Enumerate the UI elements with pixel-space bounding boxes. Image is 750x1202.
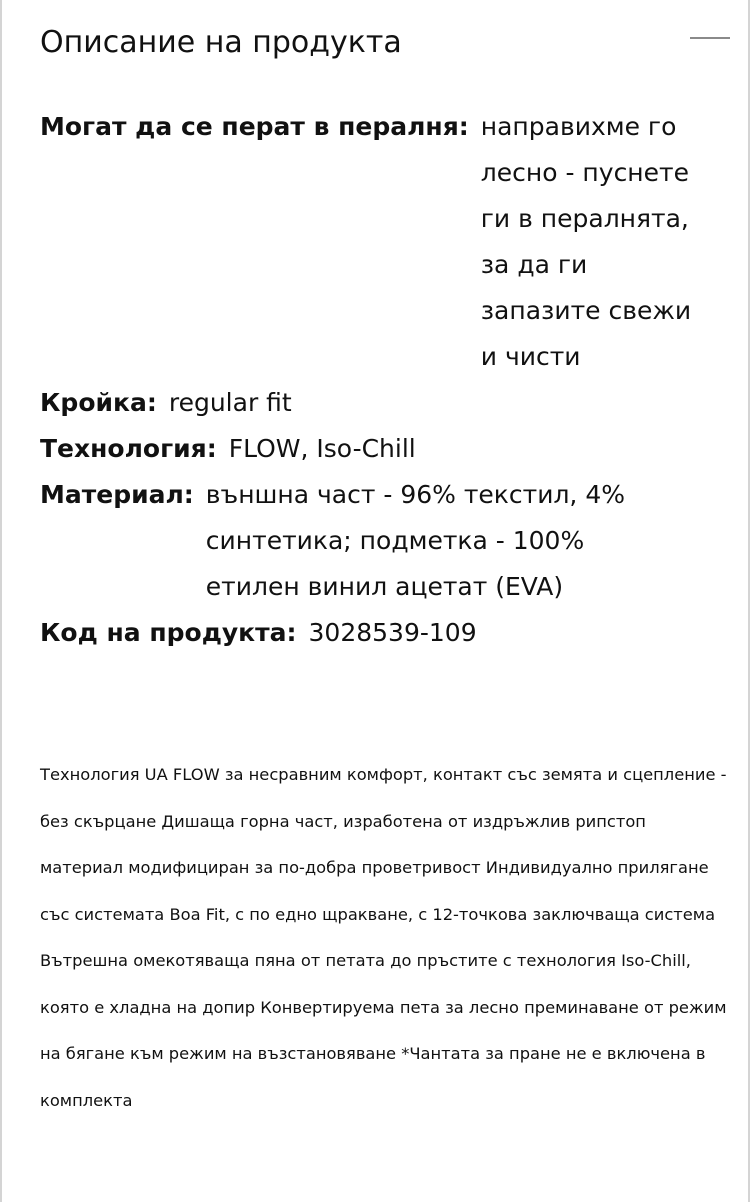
spec-value: 3028539-109 xyxy=(308,618,477,647)
spec-label: Технология: xyxy=(40,434,217,463)
collapse-toggle-button[interactable] xyxy=(682,18,738,58)
spec-row-machine-wash xyxy=(40,104,735,380)
spec-value: FLOW, Iso-Chill xyxy=(228,434,416,463)
spec-row-fit xyxy=(40,380,735,426)
spec-value: външна част - 96% текстил, 4% синтетика; подметка - 100% етилен винил ацетат (EVA) xyxy=(205,480,625,601)
section-title: Описание на продукта xyxy=(40,25,402,60)
spec-row-material xyxy=(40,472,735,610)
spec-label: Могат да се перат в пералня: xyxy=(40,112,469,141)
minus-icon xyxy=(690,37,730,39)
product-description-text: Технология UA FLOW за несравним комфорт, контакт със земята и сцепление - без скърцане Дишаща горна част, изработена от издръжлив рипстоп материал модифициран за по-добра проветривост Индивидуално прилягане със системата Boa Fit, с по едно щракване, с 12-точкова заключваща система Вътрешна омекотяваща пяна от петата до пръстите с технология Iso-Chill, която е хладна на допир Конвертируема пета за лесно преминаване от режим на бягане към режим на възстановяване *Чантата за пране не е включена в комплекта xyxy=(40,765,727,1110)
spec-label: Кройка: xyxy=(40,388,157,417)
accordion-header[interactable] xyxy=(40,0,735,88)
spec-row-technology xyxy=(40,426,735,472)
spec-label: Материал: xyxy=(40,480,194,509)
spec-value: направихме го лесно - пуснете ги в пералнята, за да ги запазите свежи и чисти xyxy=(480,112,692,371)
product-description-panel xyxy=(40,0,735,1110)
spec-label: Код на продукта: xyxy=(40,618,297,647)
spec-value: regular fit xyxy=(168,388,292,417)
left-edge-divider xyxy=(0,0,2,1202)
spec-row-product-code xyxy=(40,610,735,656)
spec-list xyxy=(40,104,735,656)
